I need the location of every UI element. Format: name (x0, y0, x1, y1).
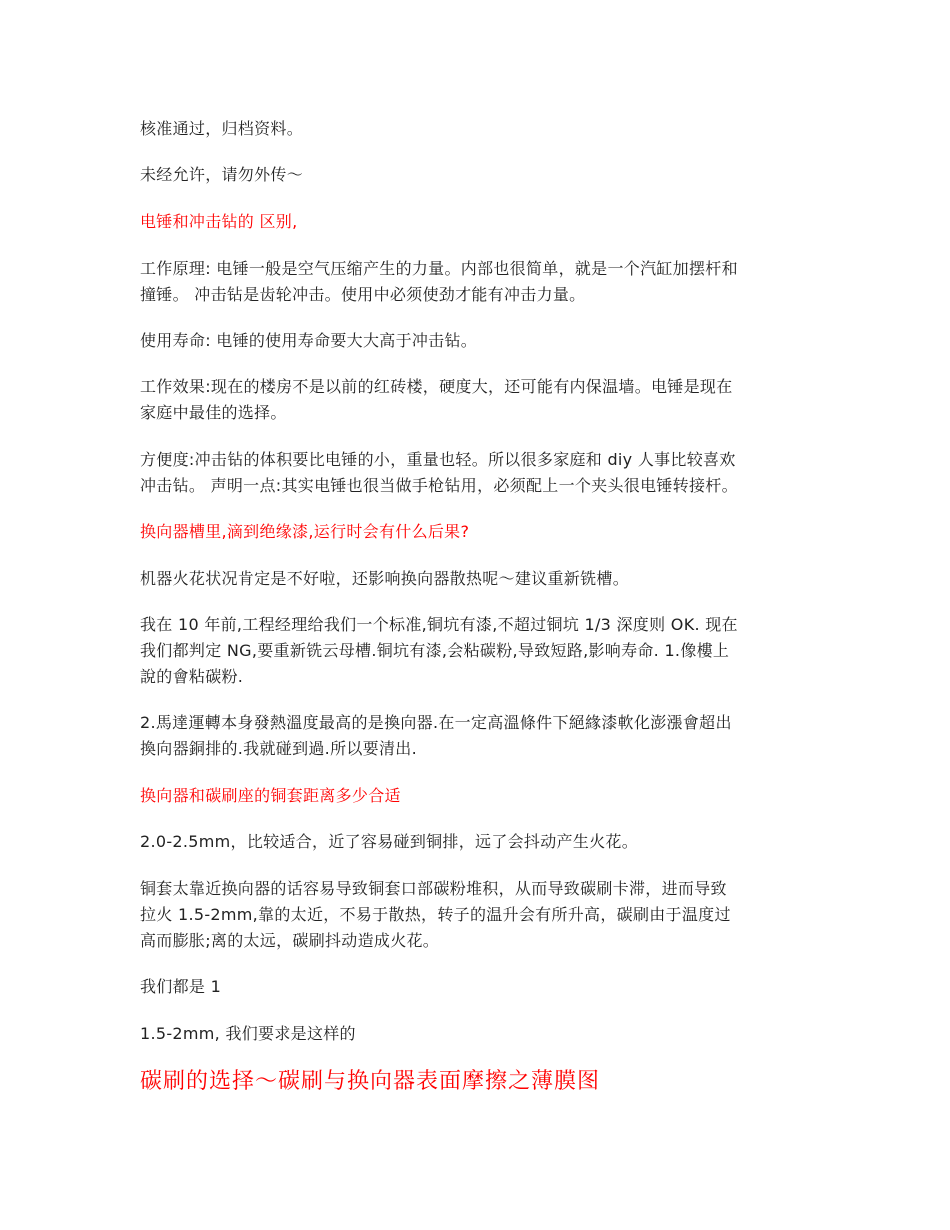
section-heading-hammer-vs-drill: 电锤和冲击钻的 区别, (140, 212, 298, 231)
paragraph-standard-line-3: 說的會粘碳粉. (140, 667, 244, 686)
approval-note: 核准通过，归档资料。 (140, 119, 304, 138)
paragraph-principle-line-1: 工作原理: 电锤一般是空气压缩产生的力量。内部也很简单，就是一个汽缸加摆杆和 (140, 259, 738, 278)
paragraph-sleeve-line-1: 铜套太靠近换向器的话容易导致铜套口部碳粉堆积，从而导致碳刷卡滞，进而导致 (140, 879, 727, 898)
paragraph-standard-line-1: 我在 10 年前,工程经理给我们一个标准,铜坑有漆,不超过铜坑 1/3 深度则 OK. 现在 (140, 615, 738, 634)
paragraph-lifespan: 使用寿命: 电锤的使用寿命要大大高于冲击钻。 (140, 331, 478, 350)
paragraph-convenience-line-2: 冲击钻。 声明一点:其实电锤也很当做手枪钻用，必须配上一个夹头很电锤转接杆。 (140, 476, 738, 495)
section-heading-brush-selection: 碳刷的选择～碳刷与换向器表面摩擦之薄膜图 (140, 1069, 601, 1094)
paragraph-effect-line-2: 家庭中最佳的选择。 (140, 403, 287, 422)
paragraph-convenience-line-1: 方便度:冲击钻的体积要比电锤的小，重量也轻。所以很多家庭和 diy 人事比较喜欢 (140, 450, 736, 469)
paragraph-sleeve-line-3: 高而膨胀;离的太远，碳刷抖动造成火花。 (140, 931, 440, 950)
confidential-note: 未经允许，请勿外传～ (140, 165, 304, 184)
paragraph-heat-line-2: 換向器銅排的.我就碰到過.所以要清出. (140, 739, 417, 758)
paragraph-spark: 机器火花状况肯定是不好啦，还影响换向器散热呢～建议重新铣槽。 (140, 569, 630, 588)
section-heading-commutator-varnish: 换向器槽里,滴到绝缘漆,运行时会有什么后果? (140, 522, 470, 541)
paragraph-requirement: 1.5-2mm, 我们要求是这样的 (140, 1024, 356, 1043)
paragraph-heat-line-1: 2.馬達運轉本身發熱溫度最高的是換向器.在一定高溫條件下絕緣漆軟化澎漲會超出 (140, 713, 732, 732)
paragraph-we-are: 我们都是 1 (140, 977, 222, 996)
paragraph-standard-line-2: 我们都判定 NG,要重新铣云母槽.铜坑有漆,会粘碳粉,导致短路,影响寿命. 1.像樓上 (140, 641, 730, 660)
paragraph-effect-line-1: 工作效果:现在的楼房不是以前的红砖楼，硬度大，还可能有内保温墙。电锤是现在 (140, 377, 733, 396)
paragraph-distance: 2.0-2.5mm，比较适合，近了容易碰到铜排，远了会抖动产生火花。 (140, 832, 639, 851)
paragraph-sleeve-line-2: 拉火 1.5-2mm,靠的太近，不易于散热，转子的温升会有所升高，碳刷由于温度过 (140, 905, 731, 924)
paragraph-principle-line-2: 撞锤。 冲击钻是齿轮冲击。使用中必须使劲才能有冲击力量。 (140, 285, 586, 304)
section-heading-brush-distance: 换向器和碳刷座的铜套距离多少合适 (140, 786, 401, 805)
